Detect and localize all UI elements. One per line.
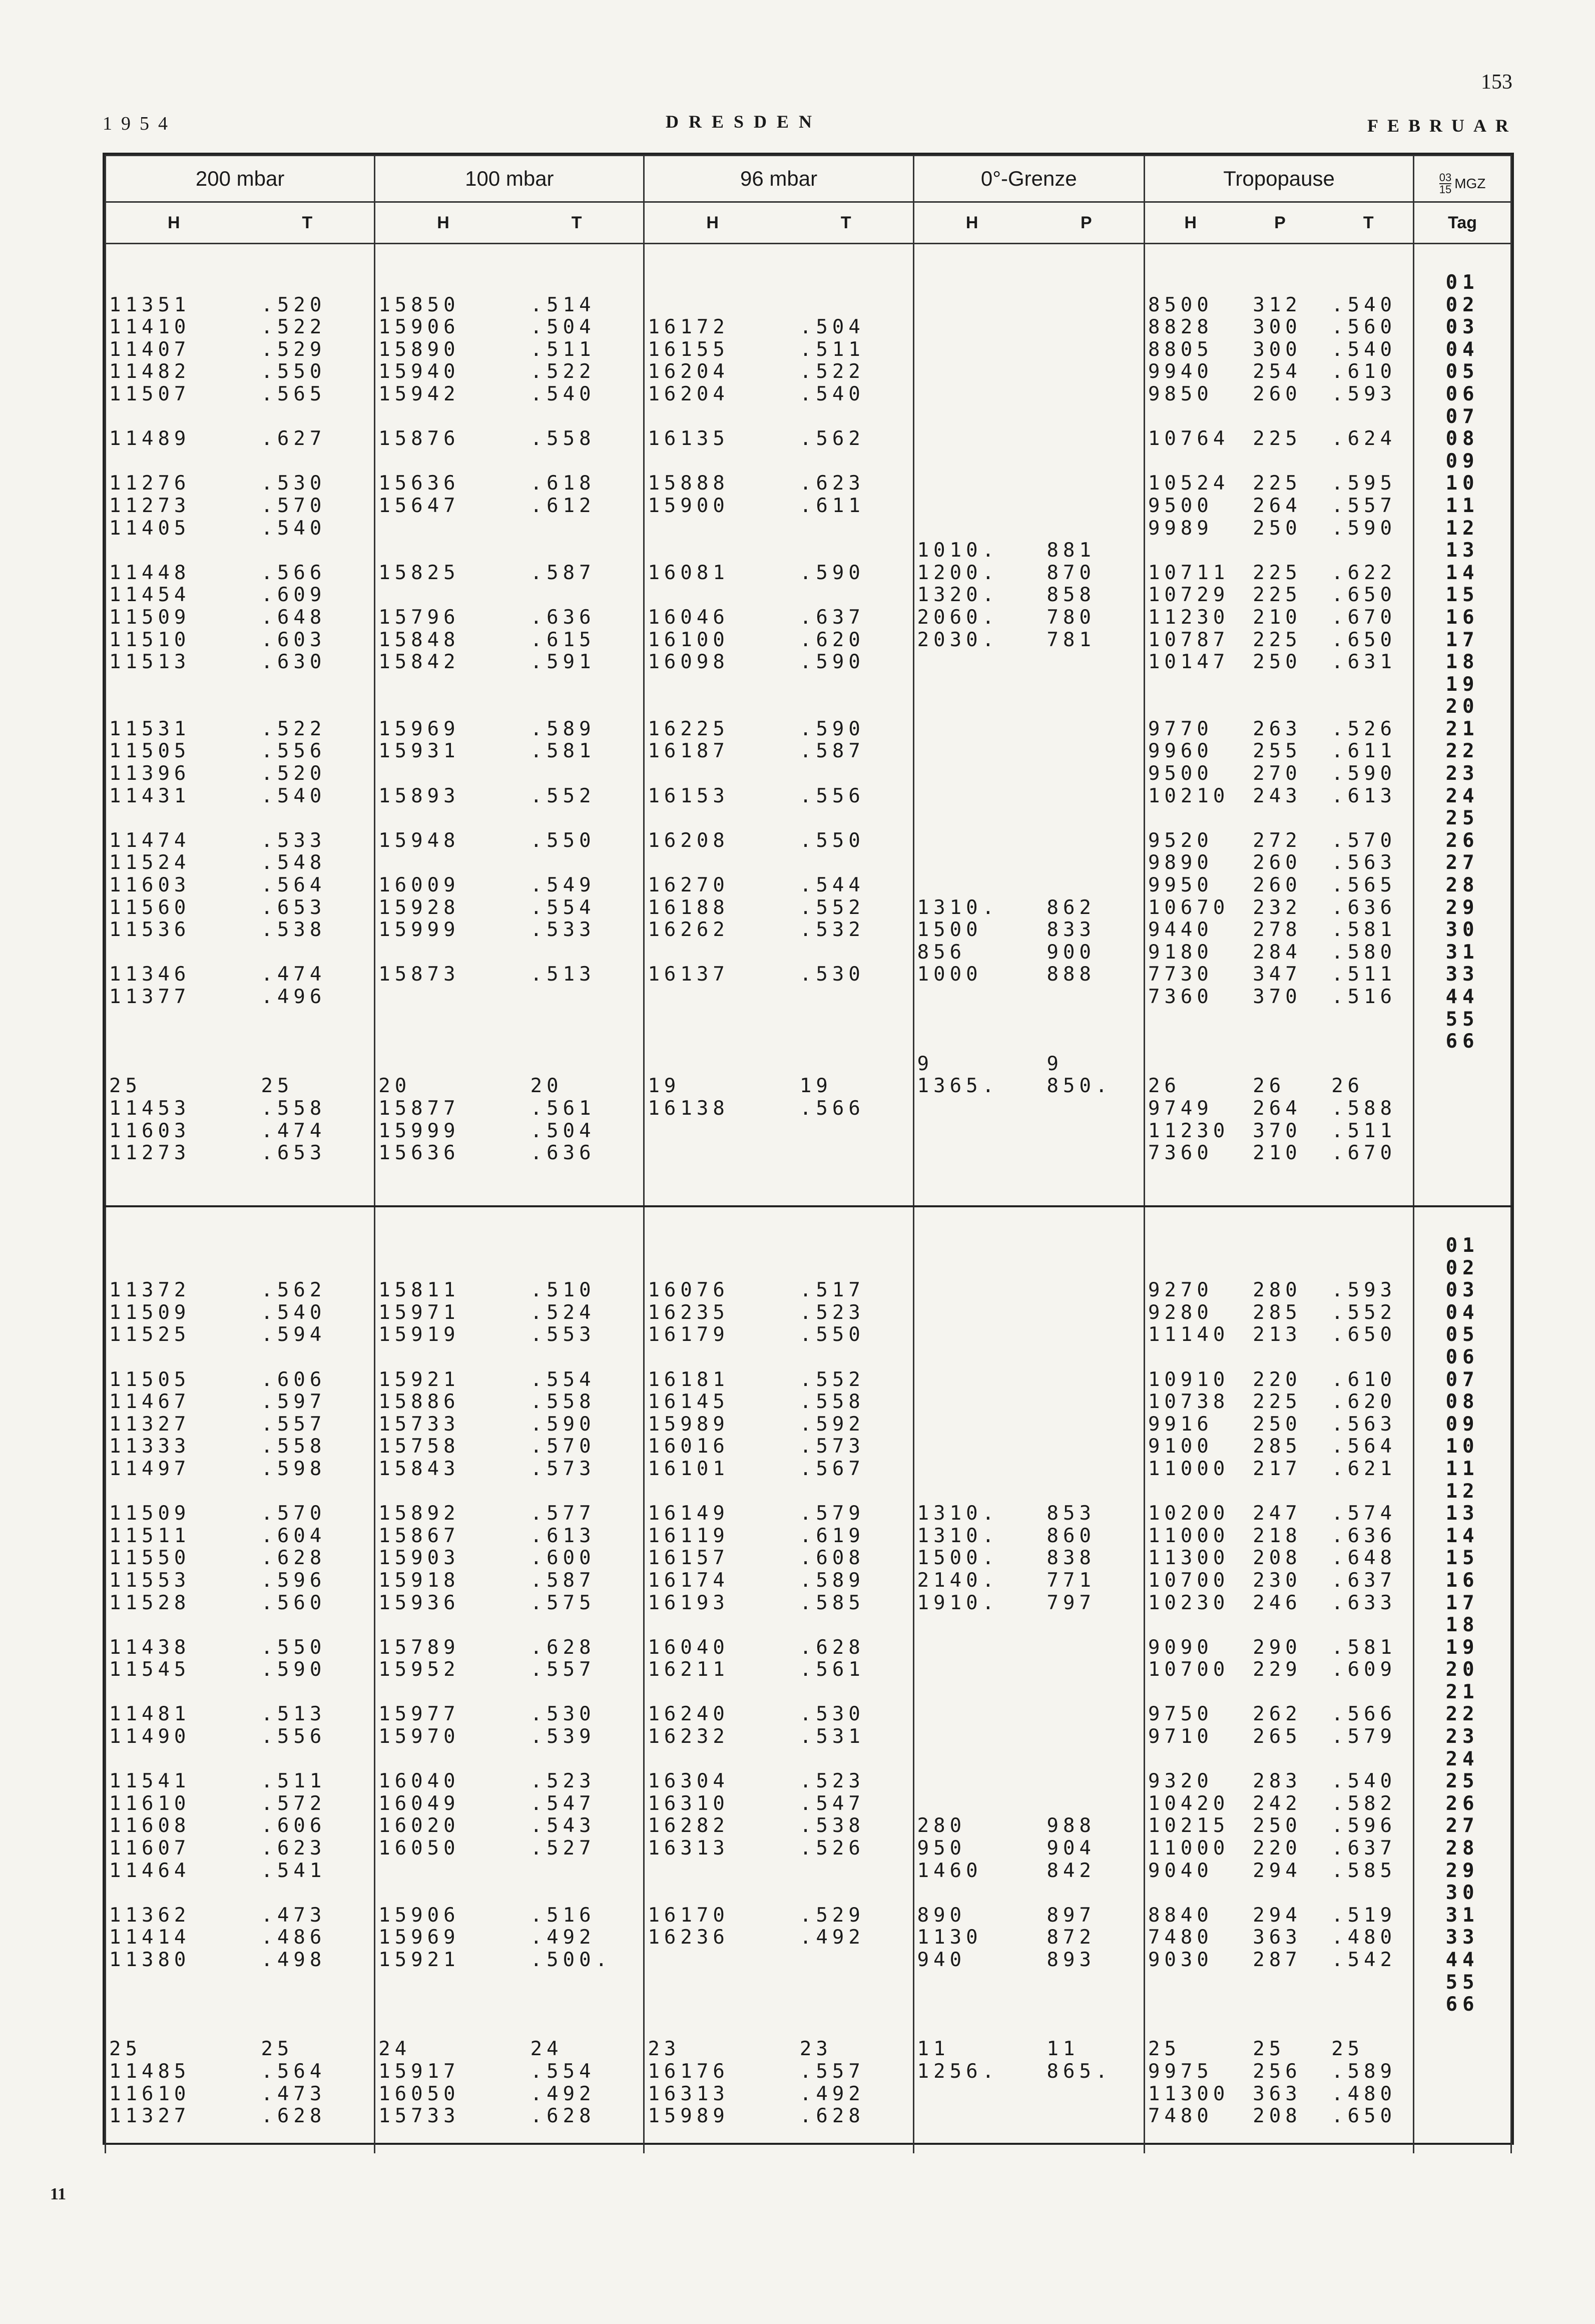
col-96-t: .517 .523 .550 .552 .558 .592 .573 .567 .579 .619 .608 .589 .585 .628 .561 .530 .531 .523 .547 .538 .526 .529 .492 23 .557 .492 .628 [799, 1279, 865, 2128]
mgz-numerator: 03 [1439, 171, 1452, 184]
col-96-h: 16172 16155 16204 16204 16135 15888 15900 16081 16046 16100 16098 16225 16187 16153 16208 16270 16188 16262 16137 19 16138 [648, 316, 729, 1120]
col-tropo-t: .593 .552 .650 .610 .620 .563 .564 .621 .574 .636 .648 .637 .633 .581 .609 .566 .579 .540 .582 .596 .637 .585 .519 .480 .542 25 .589 .480 .650 [1331, 1279, 1397, 2128]
sub-h: H [1184, 213, 1197, 232]
col-tropo-t: .540 .560 .540 .610 .593 .624 .595 .557 .590 .622 .650 .670 .650 .631 .526 .611 .590 .613 .570 .563 .565 .636 .581 .580 .511 .516 26 .588 .511 .670 [1331, 293, 1397, 1165]
month-label: FEBRUAR [1367, 116, 1517, 136]
col-100-t: .510 .524 .553 .554 .558 .590 .570 .573 .577 .613 .600 .587 .575 .628 .557 .530 .539 .523 .547 .543 .527 .516 .492 .500. 24 .554 .492 .628 [530, 1279, 612, 2128]
col-0-p: 853 860 838 771 797 988 904 842 897 872 893 11 865. [1046, 1502, 1112, 2083]
sub-h: H [167, 213, 180, 232]
col-200-h: 11351 11410 11407 11482 11507 11489 11276 11273 11405 11448 11454 11509 11510 11513 11531 11505 11396 11431 11474 11524 11603 11560 11536 11346 11377 25 11453 11603 11273 [109, 293, 191, 1165]
header-96mbar: 96 mbar [644, 156, 913, 202]
col-100-h: 15811 15971 15919 15921 15886 15733 15758 15843 15892 15867 15903 15918 15936 15789 15952 15977 15970 16040 16049 16020 16050 15906 15969 15921 24 15917 16050 15733 [378, 1279, 460, 2128]
data-table-frame [103, 153, 1514, 2145]
col-100-h: 15850 15906 15890 15940 15942 15876 15636 15647 15825 15796 15848 15842 15969 15931 15893 15948 16009 15928 15999 15873 20 15877 15999 15636 [378, 293, 460, 1165]
col-tropo-p: 312 300 300 254 260 225 225 264 250 225 225 210 225 250 263 255 270 243 272 260 260 232 278 284 347 370 26 264 370 210 [1253, 293, 1302, 1165]
col-200-t: .520 .522 .529 .550 .565 .627 .530 .570 .540 .566 .609 .648 .603 .630 .522 .556 .520 .540 .533 .548 .564 .653 .538 .474 .496 25 .558 .474 .653 [261, 293, 326, 1165]
col-tropo-h: 8500 8828 8805 9940 9850 10764 10524 9500 9989 10711 10729 11230 10787 10147 9770 9960 9500 10210 9520 9890 9950 10670 9440 9180 7730 7360 26 9749 11230 7360 [1148, 293, 1230, 1165]
page-number: 153 [1481, 71, 1512, 94]
col-200-h: 11372 11509 11525 11505 11467 11327 11333 11497 11509 11511 11550 11553 11528 11438 11545 11481 11490 11541 11610 11608 11607 11464 11362 11414 11380 25 11485 11610 11327 [109, 1279, 191, 2128]
col-0-h: 1310. 1310. 1500. 2140. 1910. 280 950 1460 890 1130 940 11 1256. [917, 1502, 999, 2083]
block-second-half [106, 1206, 1511, 2153]
col-0-p: 881 870 858 780 781 862 833 900 888 9 850. [1046, 539, 1112, 1098]
header-100mbar: 100 mbar [375, 156, 644, 202]
header-mgz [1414, 156, 1511, 202]
sub-h: H [965, 213, 978, 232]
mgz-denominator: 15 [1439, 183, 1452, 196]
sub-tag: Tag [1414, 202, 1511, 244]
block-first-half [106, 244, 1511, 1207]
col-200-t: .562 .540 .594 .606 .597 .557 .558 .598 .570 .604 .628 .596 .560 .550 .590 .513 .556 .511 .572 .606 .623 .541 .473 .486 .498 25 .564 .473 .628 [261, 1279, 326, 2128]
sub-t: T [1363, 213, 1374, 232]
sub-h: H [706, 213, 719, 232]
col-100-t: .514 .504 .511 .522 .540 .558 .618 .612 .587 .636 .615 .591 .589 .581 .552 .550 .549 .554 .533 .513 20 .561 .504 .636 [530, 293, 596, 1165]
sub-t: T [302, 213, 313, 232]
header-null-grenze: 0°-Grenze [913, 156, 1144, 202]
col-tag: 01 02 03 04 05 06 07 08 09 10 11 12 13 14 15 16 17 18 19 20 21 22 23 24 25 26 27 28 29 30 31 33 44 55 66 [1414, 244, 1511, 1207]
col-tropo-h: 9270 9280 11140 10910 10738 9916 9100 11000 10200 11000 11300 10700 10230 9090 10700 9750 9710 9320 10420 10215 11000 9040 8840 7480 9030 25 9975 11300 7480 [1148, 1279, 1230, 2128]
header-tropopause: Tropopause [1144, 156, 1413, 202]
col-tropo-p: 280 285 213 220 225 250 285 217 247 218 208 230 246 290 229 262 265 283 242 250 220 294 294 363 287 25 256 363 208 [1253, 1279, 1302, 2128]
col-0-h: 1010. 1200. 1320. 2060. 2030. 1310. 1500 856 1000 9 1365. [917, 539, 999, 1098]
sub-t: T [840, 213, 851, 232]
sub-t: T [571, 213, 582, 232]
sub-h: H [437, 213, 449, 232]
aerological-table [105, 155, 1512, 2153]
header-200mbar: 200 mbar [106, 156, 375, 202]
col-tag: 01 02 03 04 05 06 07 08 09 10 11 12 13 14 15 16 17 18 19 20 21 22 23 24 25 26 27 28 29 30 31 33 44 55 66 [1414, 1206, 1511, 2153]
sub-p: P [1081, 213, 1092, 232]
mgz-label: MGZ [1454, 176, 1486, 191]
col-96-t: .504 .511 .522 .540 .562 .623 .611 .590 .637 .620 .590 .590 .587 .556 .550 .544 .552 .532 .530 19 .566 [799, 316, 865, 1120]
footnote-number: 11 [50, 2185, 67, 2203]
sub-p: P [1274, 213, 1286, 232]
col-96-h: 16076 16235 16179 16181 16145 15989 16016 16101 16149 16119 16157 16174 16193 16040 16211 16240 16232 16304 16310 16282 16313 16170 16236 23 16176 16313 15989 [648, 1279, 729, 2128]
city-label: DRESDEN [666, 112, 822, 132]
year-label: 1954 [103, 113, 177, 134]
